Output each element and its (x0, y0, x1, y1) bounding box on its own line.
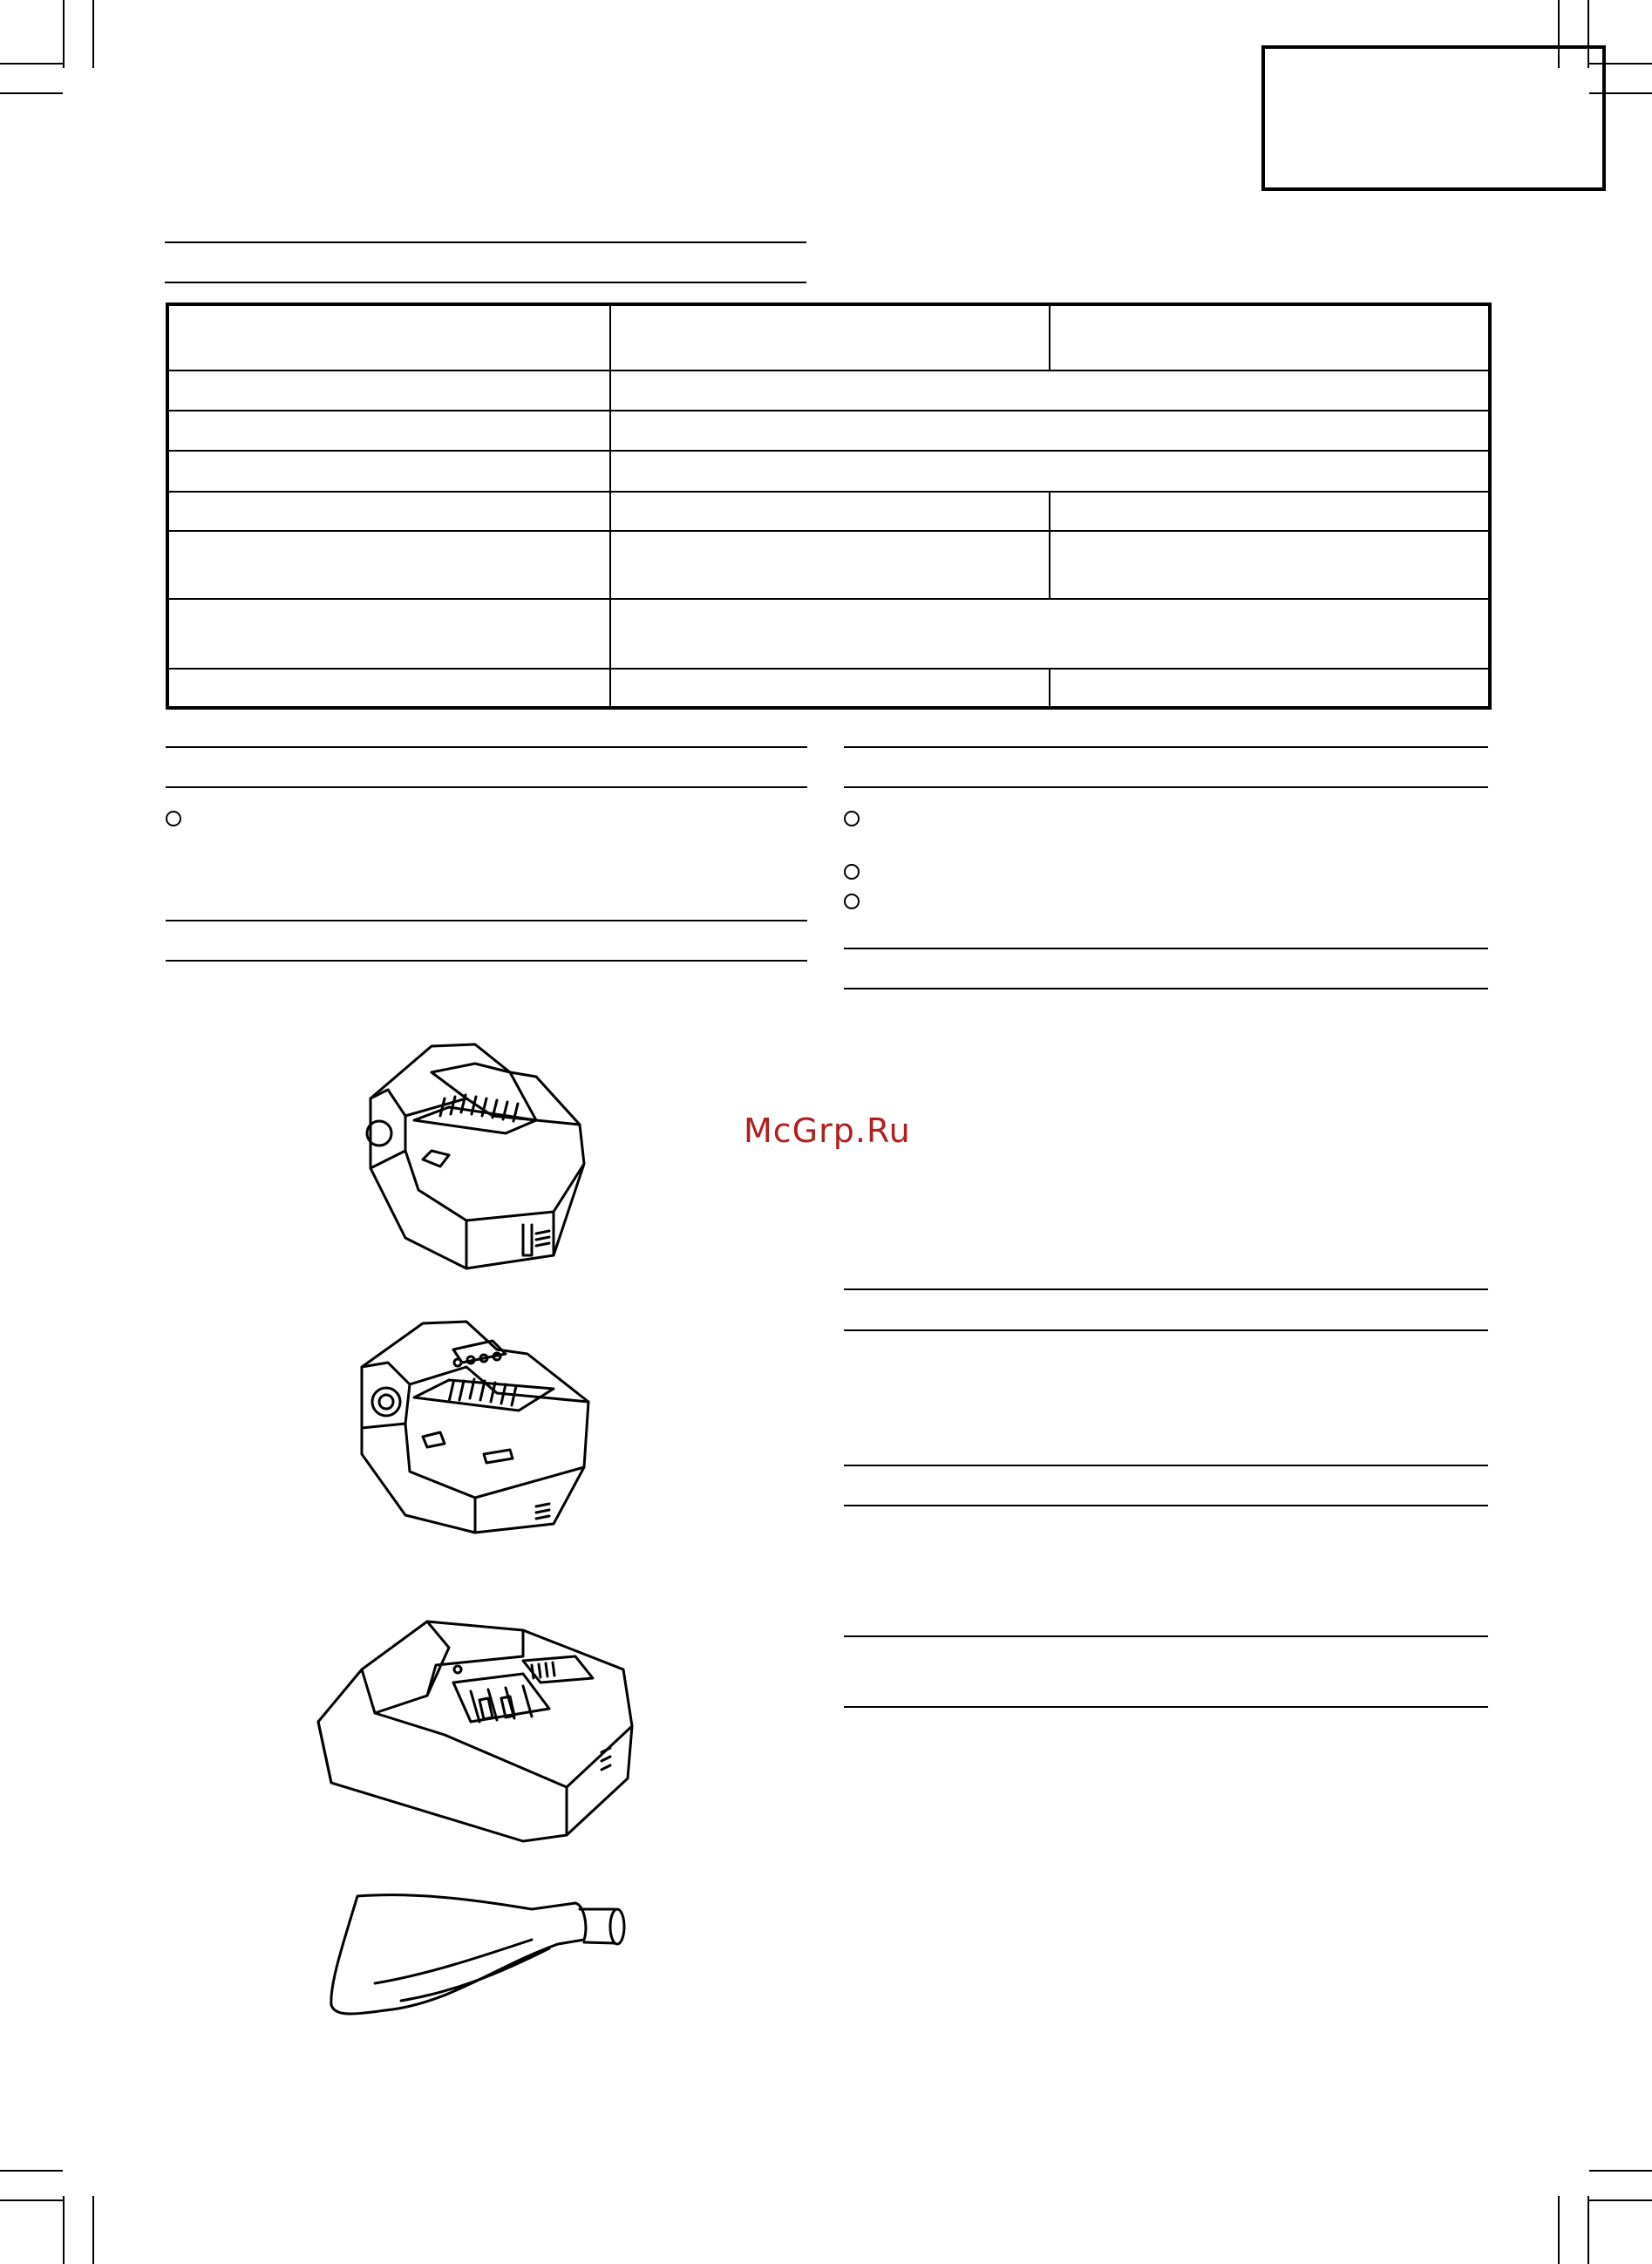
battery-icon (353, 1037, 597, 1273)
crop-mark (0, 63, 63, 65)
specifications-table (166, 303, 1492, 710)
table-cell (167, 371, 610, 411)
battery-with-indicator-icon (353, 1315, 597, 1537)
section-rule (844, 1505, 1488, 1506)
crop-mark (1558, 2196, 1560, 2264)
section-rule (844, 1329, 1488, 1331)
crop-mark (0, 92, 63, 94)
table-row (167, 531, 1490, 599)
section-rule (166, 746, 807, 748)
table-cell (610, 371, 1490, 411)
crop-mark (63, 2196, 65, 2264)
table-row (167, 304, 1490, 371)
section-rule (166, 960, 807, 962)
table-cell (1050, 669, 1490, 708)
table-cell (167, 669, 610, 708)
table-cell (167, 451, 610, 492)
table-cell (1050, 531, 1490, 599)
crop-mark (1589, 2199, 1652, 2201)
table-cell (610, 411, 1490, 451)
table-cell (610, 451, 1490, 492)
section-rule (844, 1706, 1488, 1708)
crop-mark (92, 2196, 94, 2264)
section-rule (844, 1288, 1488, 1290)
table-cell (1050, 492, 1490, 531)
section-rule (844, 1465, 1488, 1466)
section-rule (166, 920, 807, 921)
table-cell (610, 531, 1050, 599)
bullet-circle (844, 894, 860, 909)
bullet-circle (166, 811, 181, 826)
crop-mark (0, 2199, 63, 2201)
table-cell (167, 411, 610, 451)
table-row (167, 492, 1490, 531)
table-row (167, 599, 1490, 669)
table-cell (610, 304, 1050, 371)
dust-bag-icon (323, 1887, 628, 2027)
watermark: McGrp.Ru (744, 1112, 911, 1150)
table-cell (1050, 304, 1490, 371)
section-rule (844, 988, 1488, 989)
crop-mark (1587, 2196, 1589, 2264)
crop-mark (92, 0, 94, 68)
section-rule (844, 786, 1488, 788)
crop-mark (63, 0, 65, 68)
table-cell (167, 492, 610, 531)
table-cell (167, 531, 610, 599)
language-box (1261, 45, 1606, 191)
table-cell (610, 669, 1050, 708)
table-row (167, 451, 1490, 492)
bullet-circle (844, 811, 860, 826)
table-row (167, 371, 1490, 411)
section-rule (844, 746, 1488, 748)
table-cell (610, 599, 1490, 669)
title-rule (165, 282, 806, 283)
table-row (167, 669, 1490, 708)
title-rule (165, 241, 806, 243)
table-cell (167, 304, 610, 371)
table-cell (167, 599, 610, 669)
charger-icon (314, 1613, 636, 1844)
table-cell (610, 492, 1050, 531)
section-rule (844, 948, 1488, 949)
section-rule (166, 786, 807, 788)
bullet-circle (844, 864, 860, 880)
crop-mark (0, 2170, 63, 2172)
crop-mark (1589, 2170, 1652, 2172)
table-row (167, 411, 1490, 451)
section-rule (844, 1635, 1488, 1637)
